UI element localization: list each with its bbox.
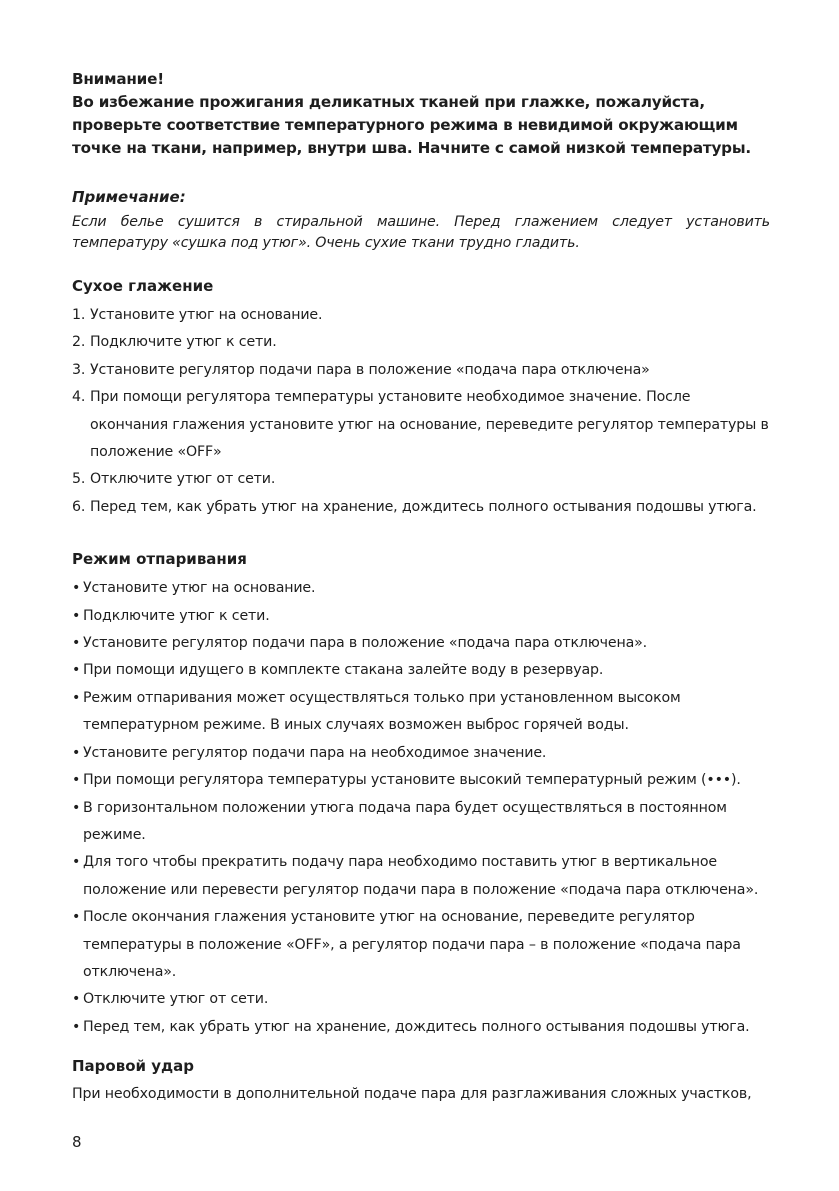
steam-item-9 bbox=[72, 849, 770, 904]
step-text: При помощи регулятора температуры установите необходимое значение. После окончания глажения установите утюг на основание, переведите регулятор температуры в положение «OFF» bbox=[90, 389, 769, 461]
step-number: 1. bbox=[72, 307, 86, 323]
step-text: Перед тем, как убрать утюг на хранение, дождитесь полного остывания подошвы утюга. bbox=[90, 498, 757, 515]
step-text: Установите регулятор подачи пара в положение «подача пара отключена» bbox=[90, 361, 650, 378]
step-number: 2. bbox=[72, 334, 86, 351]
steam-item-11 bbox=[72, 986, 770, 1013]
dry-ironing-title: Сухое глажение bbox=[72, 277, 214, 295]
bullet-icon: • bbox=[72, 909, 81, 926]
item-text: При помощи идущего в комплекте стакана залейте воду в резервуар. bbox=[83, 662, 604, 679]
steam-item-8 bbox=[72, 795, 770, 850]
steam-item-3 bbox=[72, 630, 770, 657]
steam-item-7 bbox=[72, 767, 770, 794]
steam-mode-list bbox=[72, 575, 770, 1041]
bullet-icon: • bbox=[72, 662, 81, 679]
step-number: 4. bbox=[72, 389, 86, 406]
warning-block: Внимание! Во избежание прожигания деликатных тканей при глажке, пожалуйста, проверьте соответствие температурного режима в невидимой окружающим точке на ткани, например, внутри шва. Начните с самой низкой температуры. bbox=[72, 70, 751, 157]
bullet-icon: • bbox=[72, 799, 81, 816]
item-text: Установите регулятор подачи пара на необходимое значение. bbox=[83, 744, 547, 761]
note-text: Если белье сушится в стиральной машине. Перед глажением следует установить температуру «сушка под утюг». Очень сухие ткани трудно гладить. bbox=[72, 214, 770, 251]
steam-mode-title: Режим отпаривания bbox=[72, 550, 247, 569]
step-text: Отключите утюг от сети. bbox=[90, 471, 276, 488]
steam-item-10 bbox=[72, 904, 770, 986]
steam-item-5 bbox=[72, 685, 770, 740]
step-number: 3. bbox=[72, 361, 86, 378]
bullet-icon: • bbox=[72, 1018, 81, 1035]
item-text: Подключите утюг к сети. bbox=[83, 607, 270, 624]
dry-step-6 bbox=[72, 494, 770, 521]
steam-item-1 bbox=[72, 575, 770, 602]
bullet-icon: • bbox=[72, 991, 81, 1008]
bullet-icon: • bbox=[72, 689, 81, 706]
item-text: Отключите утюг от сети. bbox=[83, 991, 269, 1008]
step-text: Установите утюг на основание. bbox=[90, 307, 323, 323]
steam-item-2 bbox=[72, 603, 770, 630]
item-text: После окончания глажения установите утюг на основание, переведите регулятор температуры в положение «OFF», а регулятор подачи пара – в положение «подача пара отключена». bbox=[83, 909, 741, 980]
dry-ironing-steps bbox=[72, 302, 770, 521]
item-text: Установите регулятор подачи пара в положение «подача пара отключена». bbox=[83, 635, 648, 652]
item-text: При помощи регулятора температуры установите высокий температурный режим (•••). bbox=[83, 772, 741, 789]
bullet-icon: • bbox=[72, 580, 81, 597]
dry-step-5 bbox=[72, 466, 770, 493]
bullet-icon: • bbox=[72, 635, 81, 652]
bullet-icon: • bbox=[72, 772, 81, 789]
bullet-icon: • bbox=[72, 854, 81, 871]
step-number: 5. bbox=[72, 471, 86, 488]
steam-item-12 bbox=[72, 1014, 770, 1041]
item-text: Перед тем, как убрать утюг на хранение, дождитесь полного остывания подошвы утюга. bbox=[83, 1018, 750, 1035]
dry-step-4 bbox=[72, 384, 770, 466]
item-text: Для того чтобы прекратить подачу пара необходимо поставить утюг в вертикальное положение или перевести регулятор подачи пара в положение «подача пара отключена». bbox=[83, 854, 759, 898]
bullet-icon: • bbox=[72, 744, 81, 761]
dry-step-1 bbox=[72, 302, 770, 329]
dry-step-2 bbox=[72, 329, 770, 356]
page-number: 8 bbox=[72, 1133, 82, 1151]
step-text: Подключите утюг к сети. bbox=[90, 334, 277, 351]
steam-item-4 bbox=[72, 657, 770, 684]
dry-step-3 bbox=[72, 357, 770, 384]
item-text: Режим отпаривания может осуществляться только при установленном высоком температурном режиме. В иных случаях возможен выброс горячей воды. bbox=[83, 689, 681, 734]
document-page bbox=[72, 68, 770, 1108]
steam-item-6 bbox=[72, 740, 770, 767]
item-text: Установите утюг на основание. bbox=[83, 580, 316, 597]
bullet-icon: • bbox=[72, 607, 81, 624]
item-text: В горизонтальном положении утюга подача пара будет осуществляться в постоянном режиме. bbox=[83, 799, 727, 843]
step-number: 6. bbox=[72, 498, 86, 515]
note-title: Примечание: bbox=[72, 188, 186, 206]
steam-shot-text: При необходимости в дополнительной подаче пара для разглаживания сложных участков, bbox=[72, 1086, 752, 1103]
steam-shot-title: Паровой удар bbox=[72, 1057, 194, 1076]
